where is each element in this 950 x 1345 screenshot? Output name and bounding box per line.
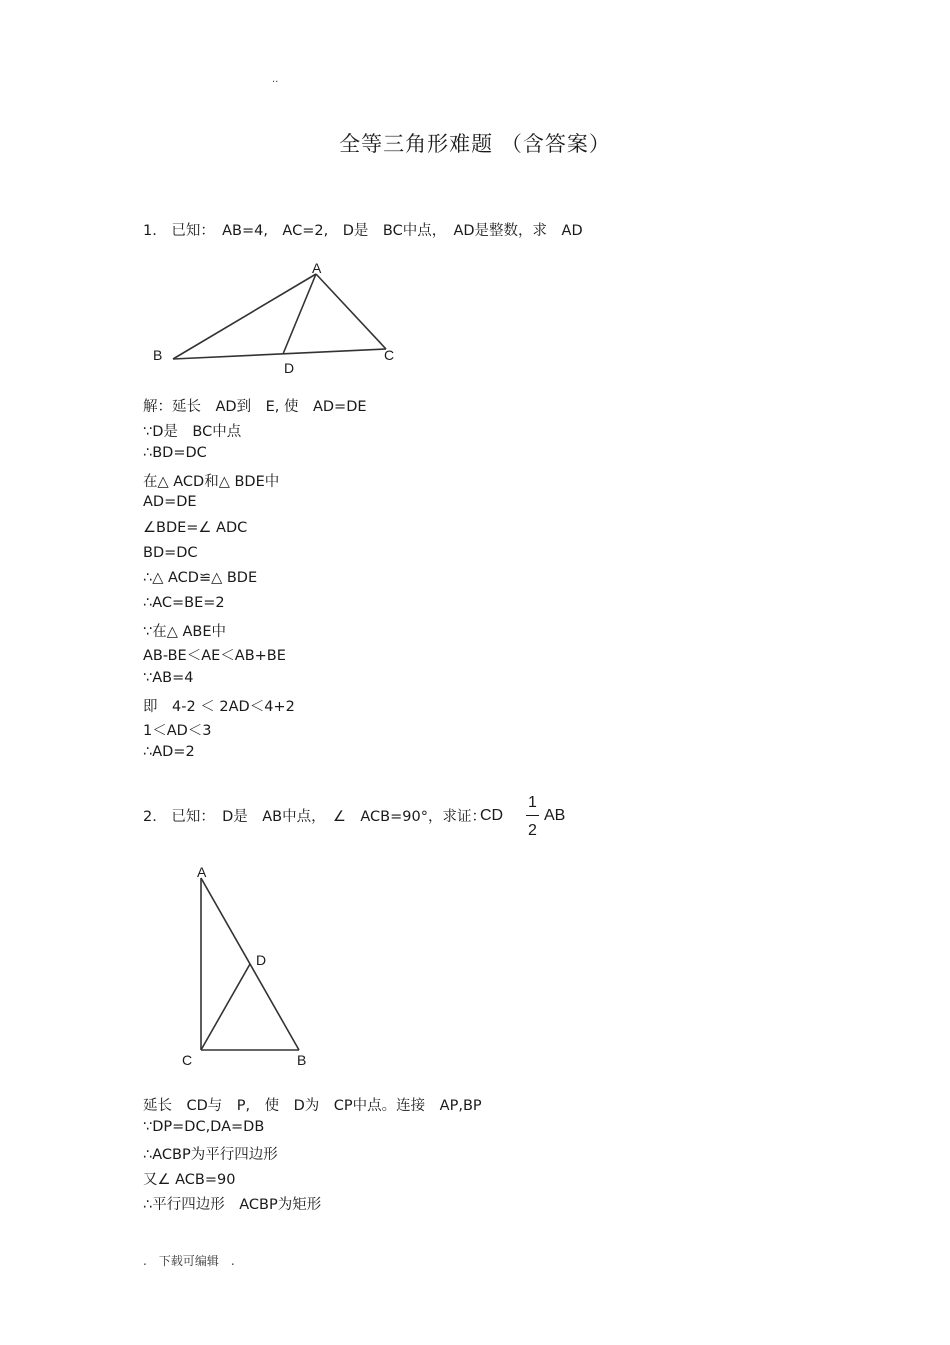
solution-line: 解：延长 AD到 E, 使 AD=DE [143, 399, 367, 415]
label-b: B [153, 347, 163, 363]
solution-line: ∴平行四边形 ACBP为矩形 [143, 1197, 322, 1213]
problem2-statement: 2. 已知： D是 AB中点， ∠ ACB=90°，求证： [143, 809, 486, 825]
fraction-bar [526, 815, 539, 816]
median-ad [283, 274, 316, 354]
median-cd [201, 964, 250, 1050]
label-d: D [256, 952, 267, 968]
label-d: D [284, 360, 295, 376]
label-c: C [182, 1052, 193, 1068]
solution-line: BD=DC [143, 545, 198, 561]
header-mark: .. [272, 74, 279, 85]
solution-line: ∴BD=DC [143, 445, 207, 461]
label-b: B [297, 1052, 307, 1068]
formula-denominator: 2 [528, 822, 537, 839]
solution-line: AB-BE＜AE＜AB+BE [143, 648, 286, 664]
page-footer: . 下载可编辑 . [143, 1254, 235, 1268]
problem1-figure [150, 258, 410, 378]
problem2-figure [175, 860, 335, 1070]
solution-line: ∠BDE=∠ ADC [143, 520, 248, 536]
side-ac [316, 274, 386, 349]
solution-line: ∵AB=4 [143, 670, 194, 686]
label-a: A [312, 260, 322, 276]
problem1-statement: 1. 已知： AB=4, AC=2, D是 BC中点， AD是整数，求 AD [143, 223, 583, 239]
solution-line: ∴△ ACD≌△ BDE [143, 570, 258, 586]
solution-line: 即 4-2 ＜ 2AD＜4+2 [143, 699, 295, 715]
solution-line: ∴AC=BE=2 [143, 595, 225, 611]
solution-line: ∴ACBP为平行四边形 [143, 1147, 278, 1163]
page-title: 全等三角形难题 （含答案） [339, 132, 611, 156]
solution-line: 在△ ACD和△ BDE中 [143, 474, 280, 490]
formula-numerator: 1 [528, 794, 537, 811]
side-ab [173, 274, 316, 359]
solution-line: 延长 CD与 P, 使 D为 CP中点。连接 AP,BP [143, 1098, 482, 1114]
solution-line: ∴AD=2 [143, 744, 195, 760]
label-c: C [384, 347, 395, 363]
solution-line: ∵在△ ABE中 [143, 624, 227, 640]
label-a: A [197, 864, 207, 880]
solution-line: 又∠ ACB=90 [143, 1172, 236, 1188]
formula-lhs: CD [480, 807, 504, 824]
solution-line: ∵DP=DC,DA=DB [143, 1119, 265, 1135]
solution-line: ∵D是 BC中点 [143, 424, 242, 440]
solution-line: AD=DE [143, 494, 197, 510]
formula-rhs: AB [544, 807, 566, 824]
side-bc [173, 349, 386, 359]
solution-line: 1＜AD＜3 [143, 723, 212, 739]
